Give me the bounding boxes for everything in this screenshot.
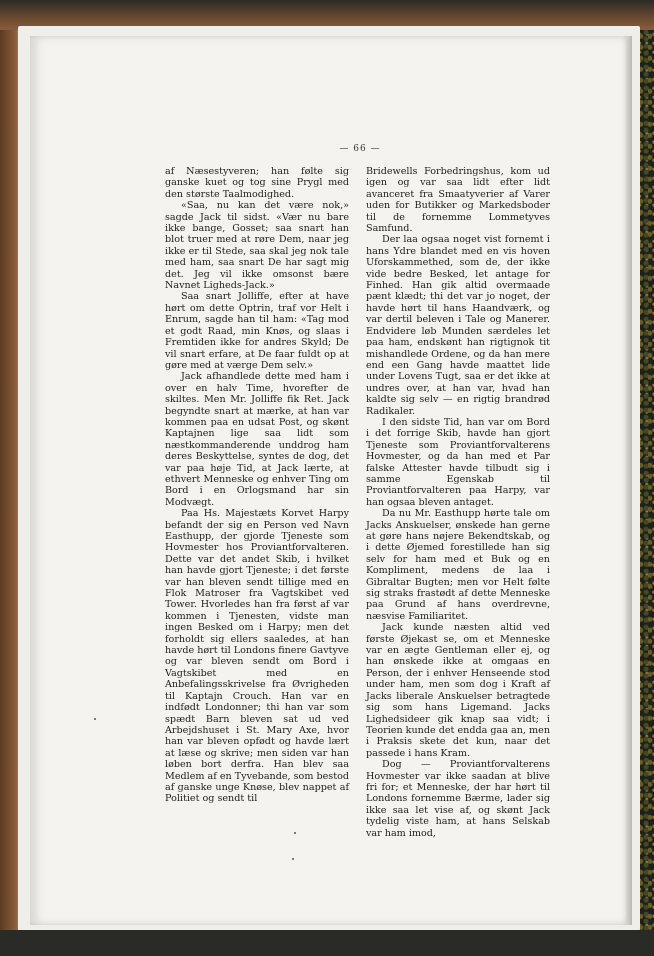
left-text-column	[165, 166, 349, 805]
page-number: — 66 —	[339, 144, 381, 154]
right-text-column	[366, 166, 550, 839]
paragraph: «Saa, nu kan det være nok,» sagde Jack til sidst. «Vær nu bare ikke bange, Gosset; saa snart han blot truer med at røre Dem, naar jeg ikke er til Stede, saa skal jeg nok tale med ham, saa snart De har sagt mig det. Jeg vil ikke omsonst bære Navnet Ligheds-Jack.»	[165, 200, 349, 292]
page-edge	[626, 36, 632, 925]
ink-speck	[294, 832, 296, 834]
ink-speck	[94, 718, 96, 720]
ink-speck	[292, 858, 294, 860]
paragraph: af Næsestyveren; han følte sig ganske kuet og tog sine Prygl med den største Taalmodighed.	[165, 166, 349, 200]
paragraph: Saa snart Jolliffe, efter at have hørt om dette Optrin, traf vor Helt i Enrum, sagde han til ham: «Tag mod et godt Raad, min Knøs, og slaas i Fremtiden ikke for andres Skyld; De vil snart erfare, at De faar fuldt op at gøre med at værge Dem selv.»	[165, 291, 349, 371]
bottom-border	[0, 930, 654, 956]
paragraph: Jack afhandlede dette med ham i over en halv Time, hvorefter de skiltes. Men Mr. Jolliffe fik Ret. Jack begyndte snart at mærke, at han var kommen paa en udsat Post, og skønt Kaptajnen lige saa lidt som næstkommanderende unddrog ham deres Beskyttelse, syntes de dog, det var paa høje Tid, at Jack lærte, at ethvert Menneske og enhver Ting om Bord i en Orlogsmand har sin Modvægt.	[165, 371, 349, 508]
paragraph: I den sidste Tid, han var om Bord i det forrige Skib, havde han gjort Tjeneste som Proviantforvalterens Hovmester, og da han med et Par falske Attester havde tilbudt sig i samme Egenskab til Proviantforvalteren paa Harpy, var han ogsaa bleven antaget.	[366, 416, 550, 508]
paragraph: Da nu Mr. Easthupp hørte tale om Jacks Anskuelser, ønskede han gerne at gøre hans nøjere Bekendtskab, og i dette Øjemed forestillede han sig selv for ham med et Buk og en Kompliment, medens de laa i Gibraltar Bugten; men vor Helt følte sig straks frastødt af dette Menneske paa Grund af hans overdrevne, næsvise Familiaritet.	[366, 508, 550, 622]
paragraph: Jack kunde næsten altid ved første Øjekast se, om et Menneske var en ægte Gentleman eller ej, og han ønskede ikke at omgaas en Person, der i enhver Henseende stod under ham, men som dog i Kraft af Jacks liberale Anskuelser betragtede sig som hans Ligemand. Jacks Lighedsideer gik knap saa vidt; i Teorien kunde det endda gaa an, men i Praksis skete det kun, naar det passede i hans Kram.	[366, 622, 550, 759]
paragraph: Paa Hs. Majestæts Korvet Harpy befandt der sig en Person ved Navn Easthupp, der gjorde Tjeneste som Hovmester hos Proviantforvalteren. Dette var det andet Skib, i hvilket han havde gjort Tjeneste; i det første var han bleven sendt tillige med en Flok Matroser fra Vagtskibet ved Tower. Hvorledes han fra først af var kommen i Tjenesten, vidste man ingen Besked om i Harpy; men det forholdt sig ellers saaledes, at han havde hørt til Londons finere Gavtyve og var bleven sendt om Bord i Vagtskibet med en Anbefalingsskrivelse fra Øvrigheden til Kaptajn Crouch. Han var en indfødt Londonner; thi han var som spædt Barn bleven sat ud ved Arbejdshuset i St. Mary Axe, hvor han var bleven opfødt og havde lært at læse og skrive; men siden var han løben bort derfra. Han blev saa Medlem af en Tyvebande, som bestod af ganske unge Knøse, blev nappet af Politiet og sendt til	[165, 508, 349, 805]
paragraph: Bridewells Forbedringshus, kom ud igen og var saa lidt efter lidt avanceret fra Smaatyverier af Varer uden for Butikker og Markedsboder til de fornemme Lommetyves Samfund.	[366, 166, 550, 235]
paragraph: Dog — Proviantforvalterens Hovmester var ikke saadan at blive fri for; et Menneske, der har hørt til Londons fornemme Bærme, lader sig ikke saa let vise af, og skønt Jack tydelig viste ham, at hans Selskab var ham imod,	[366, 759, 550, 839]
paragraph: Der laa ogsaa noget vist fornemt i hans Ydre blandet med en vis hoven Uforskammethed, som de, der ikke vide bedre Besked, let antage for Finhed. Han gik altid overmaade pænt klædt; thi det var jo noget, der havde hørt til hans Haandværk, og var dertil beleven i Tale og Manerer. Endvidere løb Munden særdeles let paa ham, endskønt han rigtignok tit mishandlede Ordene, og da han mere end een Gang havde maattet lide under Lovens Tugt, saa er det ikke at undres over, at han var, hvad han kaldte sig selv — en rigtig brandrød Radikaler.	[366, 234, 550, 417]
